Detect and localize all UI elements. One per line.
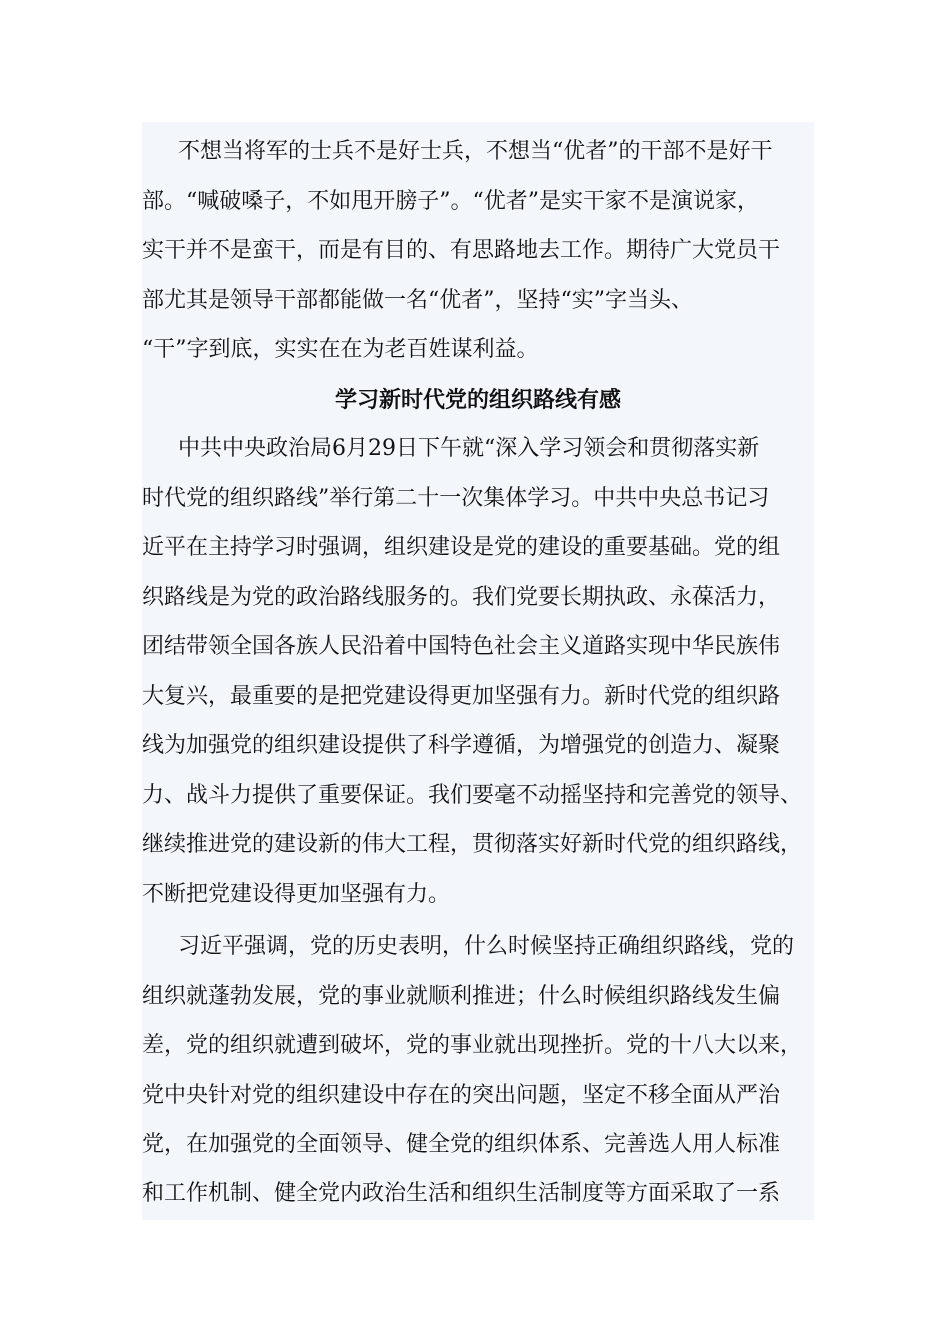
paragraph-line: 继续推进党的建设新的伟大工程，贯彻落实好新时代党的组织路线， <box>142 832 803 857</box>
paragraph-line: “干”字到底，实实在在为老百姓谋利益。 <box>142 337 539 362</box>
paragraph-line: 中共中央政治局6月29日下午就“深入学习领会和贯彻落实新 <box>178 436 760 461</box>
paragraph-line: 团结带领全国各族人民沿着中国特色社会主义道路实现中华民族伟 <box>142 634 781 659</box>
paragraph-line: 线为加强党的组织建设提供了科学遵循，为增强党的创造力、凝聚 <box>142 733 781 758</box>
paragraph-line: 差，党的组织就遭到破坏，党的事业就出现挫折。党的十八大以来， <box>142 1033 803 1058</box>
paragraph-line: 部尤其是领导干部都能做一名“优者”，坚持“实”字当头、 <box>142 288 693 313</box>
section-heading: 学习新时代党的组织路线有感 <box>334 387 621 413</box>
paragraph-line: 组织就蓬勃发展，党的事业就顺利推进；什么时候组织路线发生偏 <box>142 984 781 1009</box>
paragraph-line: 习近平强调，党的历史表明，什么时候坚持正确组织路线，党的 <box>178 934 795 959</box>
paragraph-line: 时代党的组织路线”举行第二十一次集体学习。中共中央总书记习 <box>142 486 770 511</box>
paragraph-line: 大复兴，最重要的是把党建设得更加坚强有力。新时代党的组织路 <box>142 684 781 709</box>
paragraph-line: 不想当将军的士兵不是好士兵，不想当“优者”的干部不是好干 <box>178 139 773 164</box>
paragraph-line: 实干并不是蛮干，而是有目的、有思路地去工作。期待广大党员干 <box>142 238 781 263</box>
paragraph-line: 近平在主持学习时强调，组织建设是党的建设的重要基础。党的组 <box>142 535 781 560</box>
paragraph-line: 不断把党建设得更加坚强有力。 <box>142 882 451 907</box>
paragraph-line: 党，在加强党的全面领导、健全党的组织体系、完善选人用人标准 <box>142 1132 781 1157</box>
paragraph-line: 和工作机制、健全党内政治生活和组织生活制度等方面采取了一系 <box>142 1181 781 1206</box>
paragraph-line: 力、战斗力提供了重要保证。我们要毫不动摇坚持和完善党的领导、 <box>142 783 803 808</box>
paragraph-line: 党中央针对党的组织建设中存在的突出问题，坚定不移全面从严治 <box>142 1083 781 1108</box>
paragraph-line: 部。“喊破嗓子，不如甩开膀子”。“优者”是实干家不是演说家， <box>142 189 759 214</box>
paragraph-line: 织路线是为党的政治路线服务的。我们党要长期执政、永葆活力， <box>142 585 781 610</box>
document-body <box>142 122 814 1220</box>
